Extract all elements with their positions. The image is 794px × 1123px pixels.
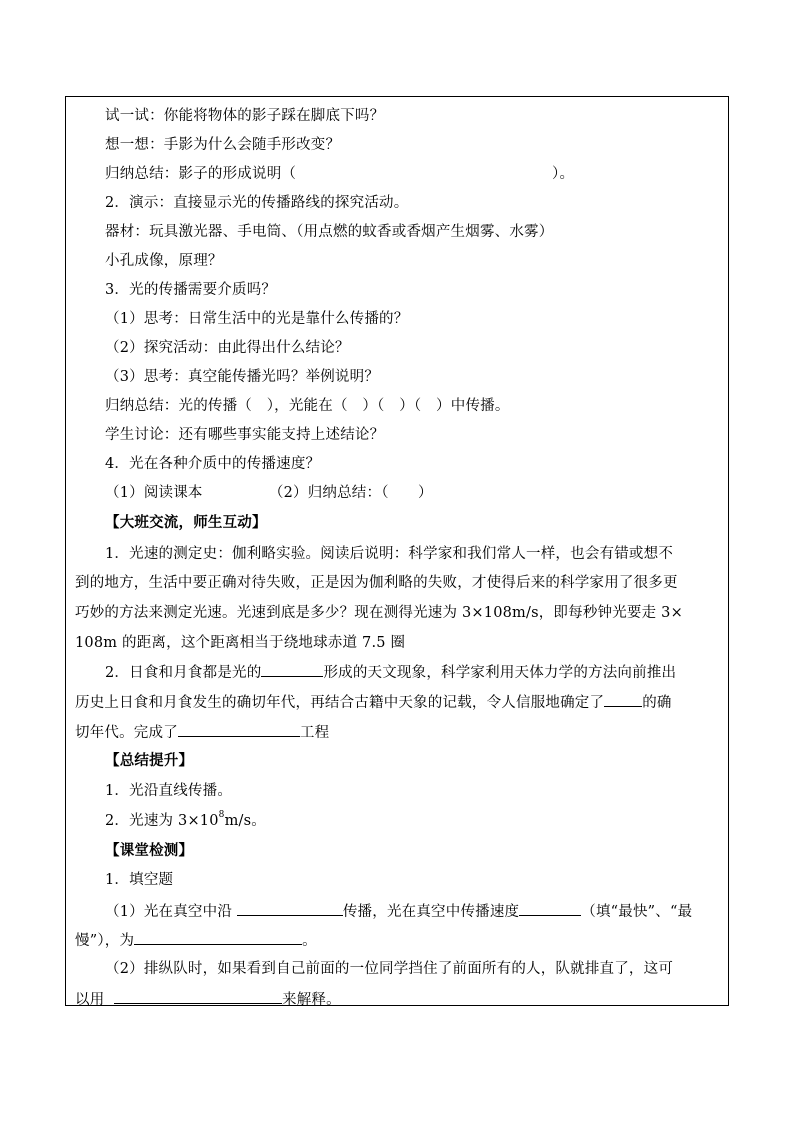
text-line: （3）思考：真空能传播光吗？举例说明？ [105,369,380,385]
text-run: 工程 [299,725,330,741]
text-line: 试一试：你能将物体的影子踩在脚底下吗？ [105,108,385,124]
paragraph-line [105,661,676,683]
fill-blank [519,900,581,916]
paragraph-line: 巧妙的方法来测定光速。光速到底是多少？现在测得光速为 3×108m/s，即每秒钟光要走 3× [75,605,683,621]
text-run: 2．日食和月食都是光的 [105,665,262,681]
text-run: 历史上日食和月食发生的确切年代，再结合古籍中天象的记载，令人信服地确定了 [75,695,605,711]
text-run: 的确 [642,695,672,711]
superscript: 8 [218,810,225,821]
text-line: （1）思考：日常生活中的光是靠什么传播的？ [105,311,409,327]
text-run: 。 [302,933,317,949]
text-line: 4．光在各种介质中的传播速度？ [105,456,321,472]
question-line [75,988,341,1010]
text-line: （2）探究活动：由此得出什么结论？ [105,340,350,356]
text-run: 传播，光在真空中传播速度 [342,904,520,920]
section-heading: 【总结提升】 [105,752,194,769]
text-run: 切年代。完成了 [75,725,178,741]
fill-blank [261,661,323,677]
paragraph-line [75,691,672,713]
fill-blank [237,900,343,916]
text-line: 想一想：手影为什么会随手形改变？ [105,137,341,153]
fill-blank [604,691,642,707]
text-line: 3．光的传播需要介质吗？ [105,282,277,298]
question-line: （2）排纵队时，如果看到自己前面的一位同学挡住了前面所有的人，队就排直了，这可 [105,961,674,977]
text-run: 形成的天文现象，科学家利用天体力学的方法向前推出 [323,665,677,681]
section-heading: 【大班交流，师生互动】 [105,514,267,531]
text-line: 学生讨论：还有哪些事实能支持上述结论？ [105,427,385,443]
fill-blank [134,929,302,945]
text-line: （1）阅读课本 （2）归纳总结：（ ） [105,485,433,501]
text-line: ）。 [552,166,575,182]
text-run: 以用 [75,992,105,1008]
text-run: 来解释。 [282,992,341,1008]
paragraph-line: 108m 的距离，这个距离相当于绕地球赤道 7.5 圈 [75,635,406,651]
text-line: 归纳总结：光的传播（ ），光能在（ ）（ ）（ ）中传播。 [105,398,510,414]
text-run: （1）光在真空中沿 [105,904,233,920]
text-run: （填“最快”、“最 [581,904,693,920]
paragraph-line: 到的地方，生活中要正确对待失败，正是因为伽利略的失败，才使得后来的科学家用了很多更 [75,575,678,591]
text-line: 小孔成像，原理？ [105,253,223,269]
fill-blank [114,988,282,1004]
question-line [105,900,692,922]
text-run: 2．光速为 3×10 [105,813,219,829]
section-heading: 【课堂检测】 [105,842,194,859]
text-line: 1．光沿直线传播。 [105,783,233,799]
text-line [105,811,266,831]
question-line [75,929,317,951]
text-line: 2．演示：直接显示光的传播路线的探究活动。 [105,195,409,211]
paragraph-line: 1．光速的测定史：伽利略实验。阅读后说明：科学家和我们常人一样，也会有错或想不 [105,546,674,562]
paragraph-line [75,721,329,743]
text-line: 器材：玩具激光器、手电筒、（用点燃的蚊香或香烟产生烟雾、水雾） [105,224,554,240]
text-line: 归纳总结：影子的形成说明（ [105,166,297,182]
text-run: m/s。 [224,813,266,829]
text-run: 慢”），为 [75,933,135,949]
text-line: 1．填空题 [105,872,174,888]
fill-blank [178,721,300,737]
